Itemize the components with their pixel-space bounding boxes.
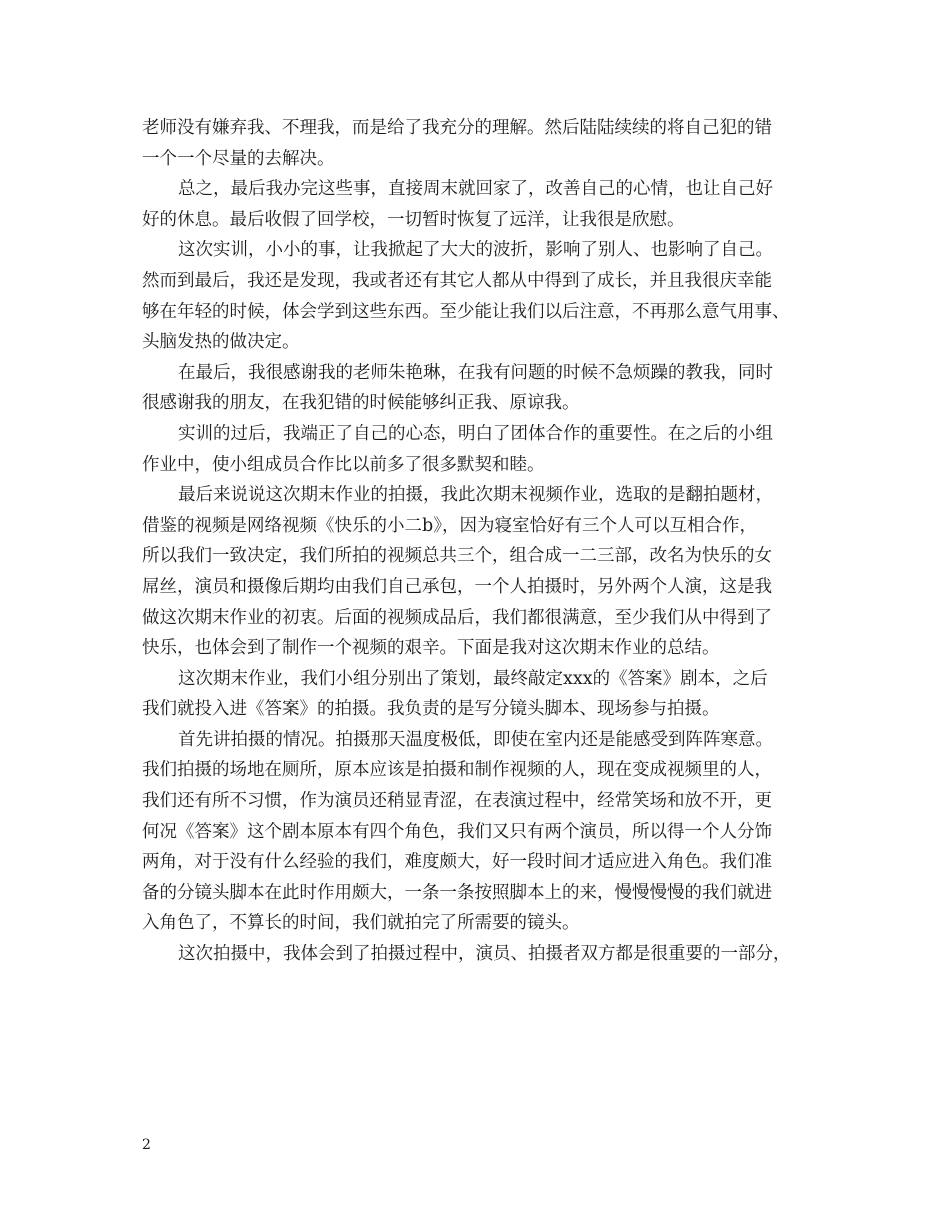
text-line: 头脑发热的做决定。	[142, 332, 300, 353]
page-number: 2	[142, 1137, 151, 1153]
text-line: 这次期末作业，我们小组分别出了策划，最终敲定xxx的《答案》剧本，之后	[178, 668, 768, 689]
text-line: 两角，对于没有什么经验的我们，难度颇大，好一段时间才适应进入角色。我们准	[142, 852, 772, 873]
text-line: 屌丝，演员和摄像后期均由我们自己承包，一个人拍摄时，另外两个人演，这是我	[142, 576, 772, 597]
text-line: 一个一个尽量的去解决。	[142, 148, 335, 169]
text-line: 备的分镜头脚本在此时作用颇大，一条一条按照脚本上的来，慢慢慢慢的我们就进	[142, 882, 772, 903]
text-line: 够在年轻的时候，体会学到这些东西。至少能让我们以后注意，不再那么意气用事、	[142, 301, 790, 322]
text-line: 快乐，也体会到了制作一个视频的艰辛。下面是我对这次期末作业的总结。	[142, 638, 720, 659]
text-line: 最后来说说这次期末作业的拍摄，我此次期末视频作业，选取的是翻拍题材，	[178, 485, 773, 506]
body-text	[142, 113, 822, 970]
text-line: 这次实训，小小的事，让我掀起了大大的波折，影响了别人、也影响了自己。	[178, 240, 773, 261]
text-line: 我们拍摄的场地在厕所，原本应该是拍摄和制作视频的人，现在变成视频里的人，	[142, 760, 772, 781]
text-line: 做这次期末作业的初衷。后面的视频成品后，我们都很满意，至少我们从中得到了	[142, 607, 772, 628]
text-line: 何况《答案》这个剧本原本有四个角色，我们又只有两个演员，所以得一个人分饰	[142, 821, 772, 842]
text-line: 实训的过后，我端正了自己的心态，明白了团体合作的重要性。在之后的小组	[178, 423, 773, 444]
text-line: 好的休息。最后收假了回学校，一切暂时恢复了远洋，让我很是欣慰。	[142, 209, 685, 230]
text-line: 很感谢我的朋友，在我犯错的时候能够纠正我、原谅我。	[142, 393, 580, 414]
text-line: 我们就投入进《答案》的拍摄。我负责的是写分镜头脚本、现场参与拍摄。	[142, 699, 720, 720]
text-line: 这次拍摄中，我体会到了拍摄过程中，演员、拍摄者双方都是很重要的一部分，	[178, 944, 791, 965]
text-line: 在最后，我很感谢我的老师朱艳琳，在我有问题的时候不急烦躁的教我，同时	[178, 362, 773, 383]
text-line: 借鉴的视频是网络视频《快乐的小二b》，因为寝室恰好有三个人可以互相合作，	[142, 515, 757, 536]
text-line: 作业中，使小组成员合作比以前多了很多默契和睦。	[142, 454, 545, 475]
text-line: 总之，最后我办完这些事，直接周末就回家了，改善自己的心情，也让自己好	[178, 179, 773, 200]
text-line: 我们还有所不习惯，作为演员还稍显青涩，在表演过程中，经常笑场和放不开，更	[142, 791, 772, 812]
text-line: 然而到最后，我还是发现，我或者还有其它人都从中得到了成长，并且我很庆幸能	[142, 270, 772, 291]
text-line: 入角色了，不算长的时间，我们就拍完了所需要的镜头。	[142, 913, 580, 934]
text-line: 老师没有嫌弃我、不理我，而是给了我充分的理解。然后陆陆续续的将自己犯的错	[142, 118, 772, 138]
text-line: 所以我们一致决定，我们所拍的视频总共三个，组合成一二三部，改名为快乐的女	[142, 546, 772, 567]
text-line: 首先讲拍摄的情况。拍摄那天温度极低，即使在室内还是能感受到阵阵寒意。	[178, 729, 773, 750]
